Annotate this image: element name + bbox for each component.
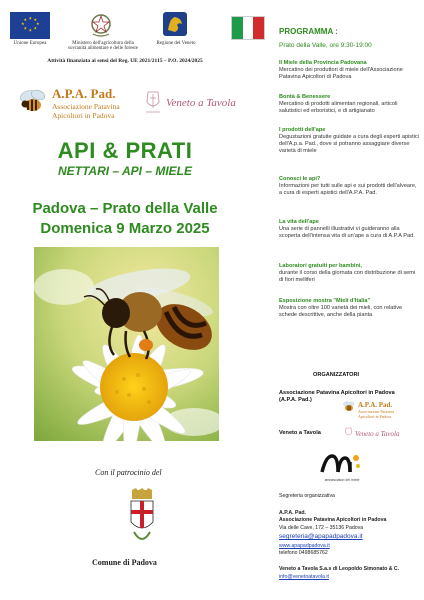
eu-flag-icon <box>10 12 50 39</box>
section-title: Conosci le api? <box>279 176 321 182</box>
event-title: API & PRATI <box>57 138 193 163</box>
secretariat-name: A.P.A. Pad. <box>279 510 307 516</box>
organizer-veneto: Veneto a Tavola <box>279 430 321 436</box>
organizers-heading: ORGANIZZATORI <box>313 372 360 378</box>
event-location: Padova – Prato della Valle <box>32 200 218 217</box>
section-title: I prodotti dell'ape <box>279 127 326 133</box>
section-text: Mercatino dei produttori di miele dell'Associazione Patavina Apicoltori di Padova <box>279 67 403 80</box>
apa-small-bee-icon <box>342 400 356 413</box>
padova-coat-of-arms-icon <box>128 488 156 548</box>
veneto-email-link[interactable]: info@venetoatavola.it <box>279 574 329 580</box>
programme-section <box>279 263 421 284</box>
apa-small-full-name: Associazione Patavina Apicoltori in Padova <box>358 409 395 419</box>
programme-section <box>279 219 421 240</box>
apa-bee-logo-icon <box>16 86 50 116</box>
section-text: Informazioni per tutti sulle api e sui prodotti dell'alveare, a cura di esperti apistici dell'A.P.A. Pad. <box>279 183 417 196</box>
svg-text:★: ★ <box>33 25 38 31</box>
region-caption: Regione del Veneto <box>156 41 196 46</box>
section-text: durante il corso della giornata con distribuzione di semi di fiori melliferi <box>279 270 416 283</box>
apa-full-name: Associazione Patavina Apicoltori in Padova <box>52 102 120 120</box>
programme-section <box>279 60 421 81</box>
section-text: Mercatino di prodotti alimentari regionali, articoli salutistici ed erboristici, e di artigianato <box>279 101 398 114</box>
event-date: Domenica 9 Marzo 2025 <box>40 220 210 237</box>
italian-flag-icon <box>231 16 265 40</box>
veneto-a-tavola-logo: Veneto a Tavola <box>166 97 236 109</box>
bee-on-flower-photo <box>34 247 219 441</box>
programme-section <box>279 94 421 115</box>
programme-place-time: Prato della Valle, ore 9:30-19:00 <box>279 42 372 49</box>
comune-di-padova: Comune di Padova <box>92 558 157 567</box>
section-text: Degustazioni gratuite guidate a cura degli esperti apistici dell'A.p.a. Pad., dove si potranno assaggiare diverse varietà di miele <box>279 134 419 154</box>
section-text: Una serie di pannelli illustrativi vi guideranno alla scoperta dell'intensa vita di un'ape a cura di A.P.A Pad. <box>279 226 415 239</box>
section-title: Il Miele della Provincia Padovana <box>279 60 367 66</box>
section-title: Laboratori gratuiti per bambini, <box>279 263 362 269</box>
secretariat-assoc: Associazione Patavina Apicoltori in Padova <box>279 517 387 523</box>
ami-tagline: ambasciatori del miele <box>324 478 360 482</box>
svg-text:★: ★ <box>23 25 28 31</box>
section-title: Esposizione mostra "Mieli d'Italia" <box>279 298 371 304</box>
patronage-label: Con il patrocinio del <box>95 468 162 477</box>
section-title: Bontà & Benessere <box>279 94 331 100</box>
ami-logo-icon <box>318 450 366 480</box>
organizer-apa: Associazione Patavina Apicoltori in Padova (A.P.A. Pad.) <box>279 390 395 403</box>
veneto-region-lion-icon <box>160 10 190 38</box>
svg-text:★: ★ <box>33 17 38 22</box>
veneto-small-emblem-icon <box>344 426 353 440</box>
secretariat-address: Via delle Cave, 172 – 35136 Padova <box>279 525 364 531</box>
veneto-a-tavola-emblem-icon <box>144 88 162 116</box>
event-subtitle: NETTARI – API – MIELE <box>57 164 192 178</box>
apa-name: A.P.A. Pad. <box>52 86 116 101</box>
section-title: La vita dell'ape <box>279 219 319 225</box>
veneto-small-logo: Veneto a Tavola <box>355 430 400 438</box>
veneto-company: Veneto a Tavola S.a.s di Leopoldo Simonato & C. <box>279 566 400 572</box>
funding-note: Attività finanziata ai sensi del Reg. UE 2021/2115 – P.O. 2024/2025 <box>47 58 203 64</box>
secretariat-email-link[interactable]: segreteria@apapadpadova.it <box>279 533 363 540</box>
secretariat-phone: telefono 0498685762 <box>279 550 328 556</box>
programme-section <box>279 298 421 319</box>
secretariat-web-link[interactable]: www.apapadpadova.it <box>279 543 330 549</box>
ministry-caption: Ministero dell'agricoltura della sovranità alimentare e delle foreste <box>68 41 138 51</box>
svg-text:★: ★ <box>28 27 33 33</box>
programme-section <box>279 176 421 197</box>
apa-small-name: A.P.A. Pad. <box>358 401 393 409</box>
programme-section <box>279 127 421 155</box>
svg-text:★: ★ <box>36 21 40 26</box>
italy-emblem-icon <box>90 12 112 38</box>
svg-text:★: ★ <box>28 15 33 21</box>
secretariat-heading: Segreteria organizzativa <box>279 493 335 499</box>
svg-text:★: ★ <box>21 21 25 26</box>
programme-heading: PROGRAMMA : <box>279 27 338 36</box>
eu-caption: Unione Europea <box>13 41 47 46</box>
svg-text:★: ★ <box>23 17 28 22</box>
section-text: Mostra con oltre 100 varietà dei mieli, con relative schede descrittive, anche della pianta <box>279 305 403 318</box>
